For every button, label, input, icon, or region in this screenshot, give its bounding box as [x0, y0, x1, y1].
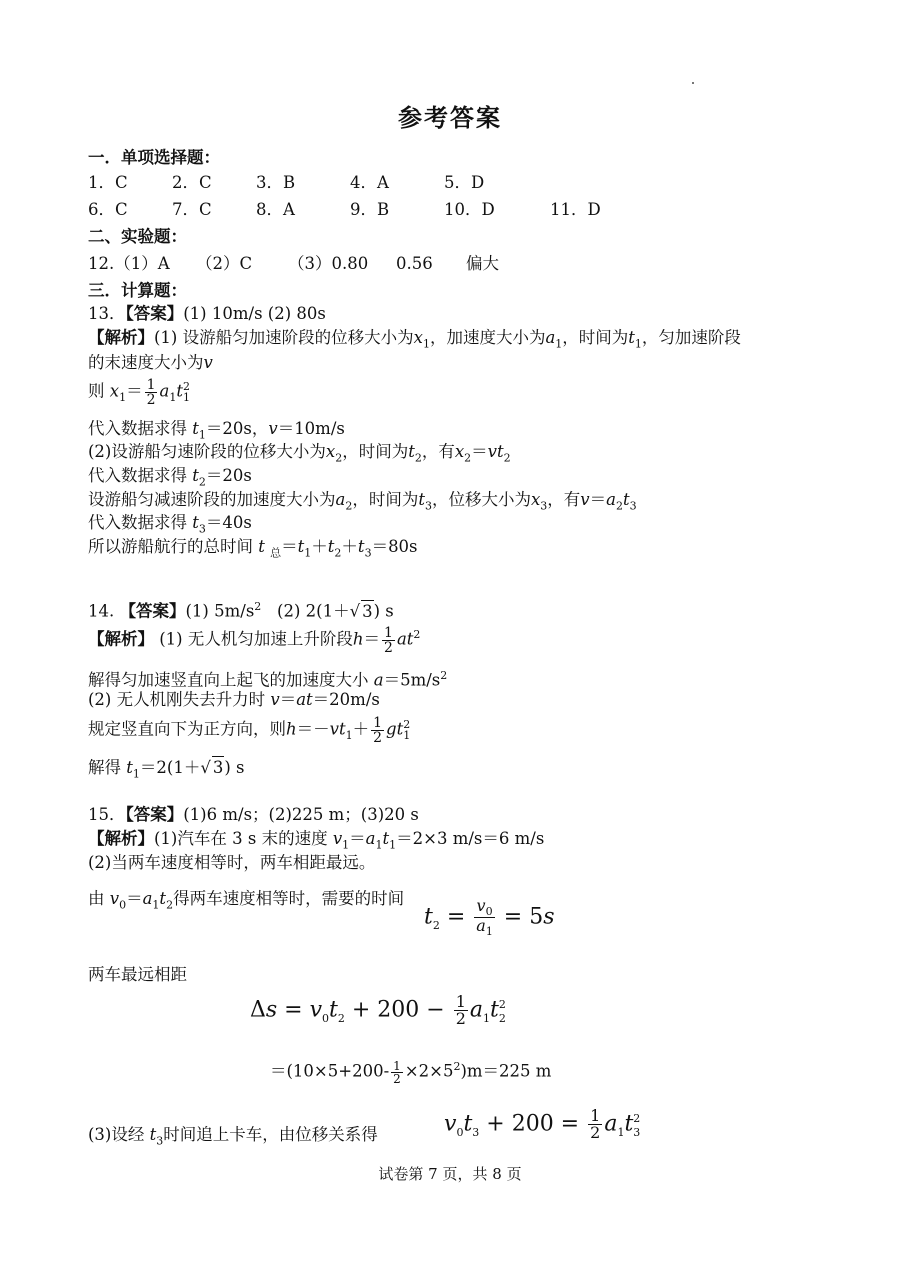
q12-part: 12.（1）A — [88, 254, 170, 273]
q12-answers — [88, 253, 499, 275]
text: (1)汽车在 3 s 末的速度 — [154, 829, 328, 848]
q12-part: （3）0.80 — [288, 254, 369, 273]
text: 代入数据求得 — [88, 466, 187, 485]
text: ，有 — [421, 442, 455, 461]
q13-result1: 代入数据求得 $t_1=20s$，v＝10m/s — [88, 419, 345, 442]
mc-answer: 2．C — [172, 173, 212, 192]
mc-answer: 3．B — [256, 173, 296, 192]
mc-answer: 7．C — [172, 200, 212, 219]
text: 得两车速度相等时，需要的时间 — [173, 889, 405, 908]
text: 设游船匀减速阶段的加速度大小为 — [88, 490, 336, 509]
text: ×2×5 — [404, 1061, 454, 1081]
text: (1) 设游船匀加速阶段的位移大小为 — [154, 328, 414, 347]
q13-analysis-line2: 的末速度大小为v — [88, 353, 213, 372]
scan-speck — [692, 82, 694, 84]
mc-answer: 11．D — [550, 200, 601, 219]
q13-analysis-line1: 【解析】(1) 设游船匀加速阶段的位移大小为$x_1$，加速度大小为$a_1$，时间为$t_1$，匀加速阶段 — [88, 328, 741, 351]
q15-distance-calc: ＝(10×5+200- $\frac{1}{2}$ $\times 2\times 5^2)m=225$ m — [270, 1058, 552, 1086]
text: ，位移大小为 — [431, 490, 531, 509]
mc-answer: 9．B — [350, 200, 390, 219]
text: ，时间为 — [352, 490, 419, 509]
text: ＝80s — [371, 537, 418, 556]
q14-result: 解得 $t_1=2(1+√$ 3) s — [88, 758, 245, 781]
text: ＝5m/s — [383, 670, 441, 690]
text: (3)设经 — [88, 1125, 145, 1144]
text: ) s — [373, 601, 394, 621]
analysis-tag: 【解析】 — [88, 829, 154, 848]
text: ，有 — [547, 490, 581, 509]
q13-answer: (1) 10m/s (2) 80s — [183, 304, 326, 323]
text: 规定竖直向下为正方向，则 — [88, 719, 286, 739]
mc-answer: 6．C — [88, 200, 128, 219]
text: ，时间为 — [342, 442, 409, 461]
text: ＝10m/s — [277, 419, 345, 438]
text: 时间追上卡车，由位移关系得 — [163, 1125, 378, 1144]
answer-tag: 【答案】 — [119, 601, 186, 621]
q14-velocity: (2) 无人机刚失去升力时 v＝at＝20m/s — [88, 690, 380, 709]
q14-answer-line: 14. 【答案】(1) $5m/s^2$ (2) 2(1＋√ 3) s — [88, 600, 394, 621]
q14-analysis-line1: 【解析】 (1) 无人机匀加速上升阶段h＝ $\frac{1}{2}$ $at^2$ — [88, 624, 421, 656]
q12-part: 偏大 — [466, 254, 499, 273]
text: ＝20m/s — [312, 690, 380, 709]
q15-distance-equation: $\Delta s = v_0t_2 + 200$ − $\frac{1}{2}$ $a_1t^2_2$ — [250, 992, 506, 1028]
page-footer: 试卷第 7 页，共 8 页 — [378, 1165, 522, 1183]
q13-eq1: 则 $x_1=$ $\frac{1}{2}$ $a_1t^2_1$ — [88, 376, 190, 408]
q13-part2: (2)设游船匀速阶段的位移大小为$x_2$，时间为$t_2$，有$x_2=vt_2$ — [88, 442, 511, 465]
text: 代入数据求得 — [88, 419, 187, 438]
q14-accel: 解得匀加速竖直向上起飞的加速度大小 $a=5m/s^2$ — [88, 669, 448, 690]
q15-analysis-line3: 由 $v_0=a_1t_2$得两车速度相等时，需要的时间 — [88, 889, 405, 912]
q15-label: 15． — [88, 805, 126, 824]
mc-row-2 — [88, 199, 601, 221]
q14-eq2: 规定竖直向下为正方向，则$h=-vt_1+$ $\frac{1}{2}$ $gt^2_1$ — [88, 714, 411, 746]
q15-analysis-line4: 两车最远相距 — [88, 965, 187, 984]
answer-tag: 【答案】 — [125, 805, 184, 824]
mc-answer: 1．C — [88, 173, 128, 192]
q13-label: 13． — [88, 304, 126, 323]
q13-result2: 代入数据求得 $t_2=20s$ — [88, 466, 252, 489]
q15-analysis-line2: (2)当两车速度相等时，两车相距最远。 — [88, 853, 376, 872]
analysis-tag: 【解析】 — [88, 629, 154, 649]
q12-part: 0.56 — [396, 254, 433, 273]
q14-label: 14. — [88, 601, 115, 621]
text: (2) 无人机刚失去升力时 — [88, 690, 266, 709]
q15-analysis-line1: 【解析】(1)汽车在 3 s 末的速度 $v_1=a_1t_1=2\times 3$ m/s＝6 m/s — [88, 829, 545, 852]
text: 由 — [88, 889, 105, 908]
section1-heading: 一．单项选择题： — [88, 148, 220, 167]
page-title: 参考答案 — [398, 104, 502, 132]
text: 所以游船航行的总时间 — [88, 537, 253, 556]
text: 代入数据求得 — [88, 513, 187, 532]
text: 解得 — [88, 758, 121, 777]
mc-answer: 5．D — [444, 173, 485, 192]
q13-total: 所以游船航行的总时间 t $_总=t_1+t_2+t_3=80s$ — [88, 537, 418, 560]
q13-result3: 代入数据求得 $t_3=40s$ — [88, 513, 252, 536]
text: ＝2×3 m/s＝6 m/s — [396, 829, 545, 848]
text: (2) 2(1＋ — [277, 601, 350, 621]
mc-answer: 10．D — [444, 200, 495, 219]
text: 的末速度大小为 — [88, 353, 204, 372]
text: (1) 无人机匀加速上升阶段 — [159, 629, 353, 649]
text: (1) 5m/s — [185, 601, 255, 621]
mc-row-1 — [88, 172, 484, 194]
text: ，加速度大小为 — [429, 328, 546, 347]
analysis-tag: 【解析】 — [88, 328, 154, 347]
mc-answer: 4．A — [350, 173, 389, 192]
text: (2)设游船匀速阶段的位移大小为 — [88, 442, 326, 461]
text: )m＝225 m — [460, 1061, 552, 1081]
q15-catchup-equation: $v_0t_3 + 200$ = $\frac{1}{2}$ $a_1t^2_3$ — [444, 1106, 641, 1142]
q15-answer-line — [88, 804, 419, 826]
mc-answer: 8．A — [256, 200, 295, 219]
text: ＝2(1＋ — [139, 758, 201, 777]
text: ＝20s — [205, 466, 252, 485]
text: 则 — [88, 381, 105, 401]
q12-part: （2）C — [196, 254, 253, 273]
text: ＝(10×5+200- — [270, 1061, 390, 1081]
text: 解得匀加速竖直向上起飞的加速度大小 — [88, 670, 369, 690]
section3-heading: 三．计算题： — [88, 281, 187, 300]
q13-answer-line — [88, 303, 326, 325]
q15-analysis-line6: (3)设经 $t_3$时间追上卡车，由位移关系得 — [88, 1125, 378, 1148]
q13-decel: 设游船匀减速阶段的加速度大小为$a_2$，时间为$t_3$，位移大小为$x_3$，有$v=a_2t_3$ — [88, 490, 637, 513]
text: ＝40s — [205, 513, 252, 532]
q15-answer: (1)6 m/s；(2)225 m；(3)20 s — [183, 805, 419, 824]
q15-time-equation: $t_2$ = $\frac{v_0}{a_1}$ = 5s — [424, 896, 555, 939]
text: ) s — [224, 758, 245, 777]
answer-tag: 【答案】 — [125, 304, 184, 323]
text: ，时间为 — [562, 328, 629, 347]
text: ，匀加速阶段 — [641, 328, 741, 347]
text: ＝20s， — [205, 419, 269, 438]
section2-heading: 二、实验题： — [88, 227, 187, 246]
